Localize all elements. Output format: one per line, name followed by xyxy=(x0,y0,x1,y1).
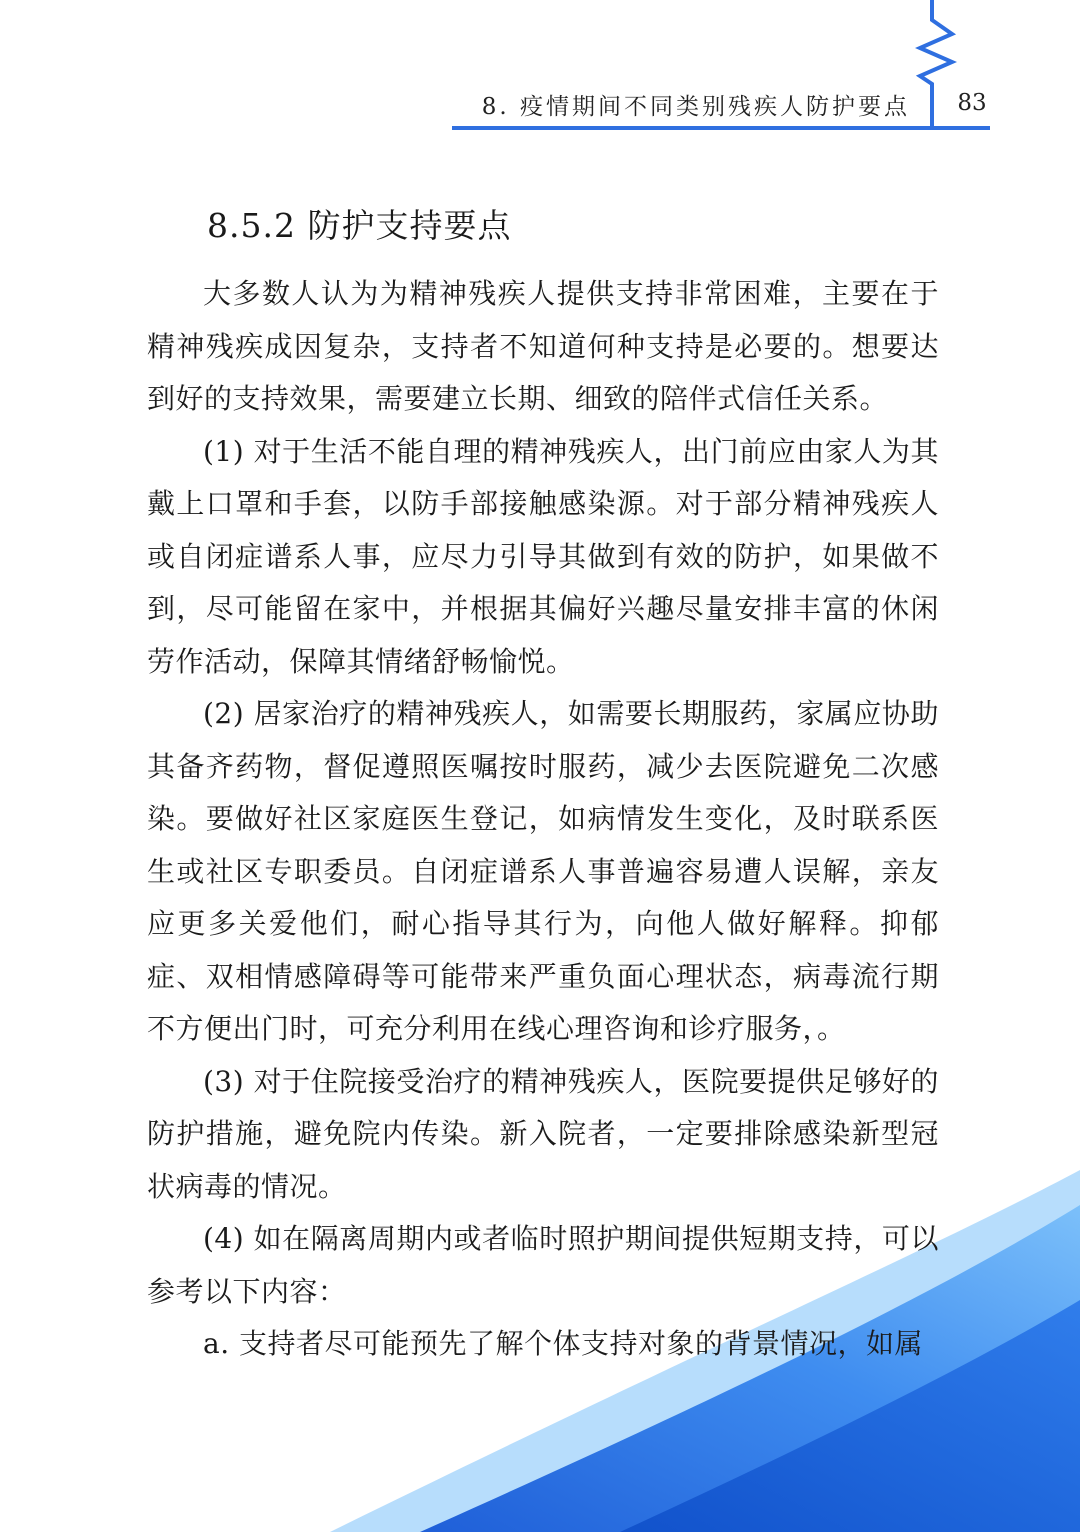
paragraph-item-3: (3) 对于住院接受治疗的精神残疾人，医院要提供足够好的防护措施，避免院内传染。新入院者，一定要排除感染新型冠状病毒的情况。 xyxy=(147,1064,939,1203)
running-header-title: 8. 疫情期间不同类别残疾人防护要点 xyxy=(481,94,910,120)
paragraph-item-1: (1) 对于生活不能自理的精神残疾人，出门前应由家人为其戴上口罩和手套，以防手部接触感染源。对于部分精神残疾人或自闭症谱系人事，应尽力引导其做到有效的防护，如果做不到，尽可能留在家中，并根据其偏好兴趣尽量安排丰富的休闲劳作活动，保障其情绪舒畅愉悦。 xyxy=(147,434,939,678)
paragraph-item-4: (4) 如在隔离周期内或者临时照护期间提供短期支持，可以参考以下内容： xyxy=(147,1222,939,1308)
page-number: 83 xyxy=(957,90,987,116)
section-heading: 8.5.2 防护支持要点 xyxy=(207,206,512,245)
body-text xyxy=(147,268,939,1371)
paragraph-subitem-a: a. 支持者尽可能预先了解个体支持对象的背景情况，如属 xyxy=(203,1327,923,1360)
paragraph-item-2: (2) 居家治疗的精神残疾人，如需要长期服药，家属应协助其备齐药物，督促遵照医嘱按时服药，减少去医院避免二次感染。要做好社区家庭医生登记，如病情发生变化，及时联系医生或社区专职委员。自闭症谱系人事普遍容易遭人误解，亲友应更多关爱他们，耐心指导其行为，向他人做好解释。抑郁症、双相情感障碍等可能带来严重负面心理状态，病毒流行期不方便出门时，可充分利用在线心理咨询和诊疗服务，。 xyxy=(147,697,939,1045)
paragraph-intro: 大多数人认为为精神残疾人提供支持非常困难，主要在于精神残疾成因复杂，支持者不知道何种支持是必要的。想要达到好的支持效果，需要建立长期、细致的陪伴式信任关系。 xyxy=(147,277,939,415)
